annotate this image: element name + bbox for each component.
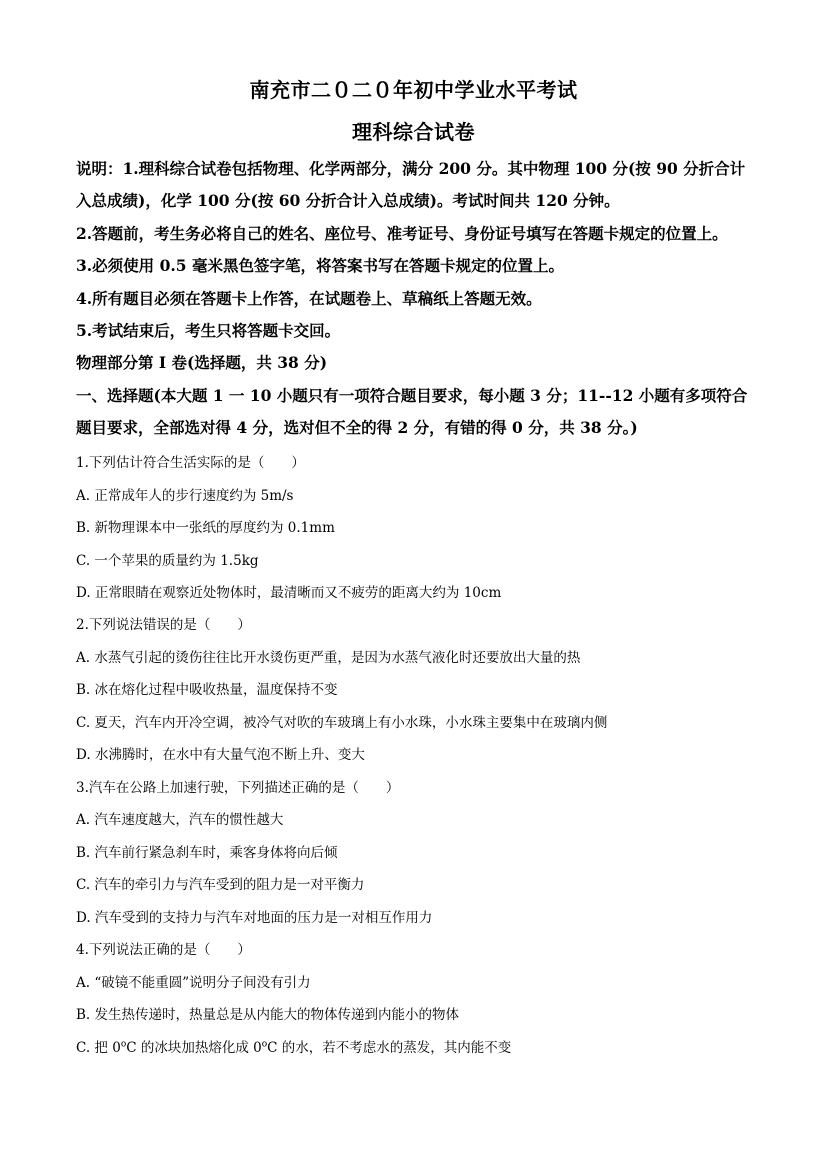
instruction-item-5: 5.考试结束后，考生只将答题卡交回。 (76, 321, 341, 340)
option-text: C 的冰块加热熔化成 0 (126, 1040, 262, 1056)
question-option: C. 汽车的牵引力与汽车受到的阻力是一对平衡力 (76, 877, 365, 893)
question-option: A. 汽车速度越大，汽车的惯性越大 (76, 812, 284, 828)
question-option: A. 水蒸气引起的烫伤往往比开水烫伤更严重，是因为水蒸气液化时还要放出大量的热 (76, 650, 581, 666)
question-option: D. 正常眼睛在观察近处物体时，最清晰而又不疲劳的距离大约为 10cm (76, 585, 502, 601)
question-option: C. 一个苹果的质量约为 1.5kg (76, 553, 259, 569)
question-option: A. “破镜不能重圆”说明分子间没有引力 (76, 975, 311, 991)
exam-title: 南充市二０二０年初中学业水平考试 (249, 78, 578, 102)
part-title: 物理部分第 I 卷(选择题，共 38 分) (76, 353, 328, 372)
section-heading-line-2: 题目要求，全部选对得 4 分，选对但不全的得 2 分，有错的得 0 分，共 38 分。) (76, 418, 638, 437)
question-stem: 4.下列说法正确的是（ ） (76, 942, 251, 958)
question-option: B. 冰在熔化过程中吸收热量，温度保持不变 (76, 682, 338, 698)
question-option: C. 夏天，汽车内开冷空调，被冷气对吹的车玻璃上有小水珠，小水珠主要集中在玻璃内侧 (76, 715, 608, 731)
instructions-line-1: 说明：1.理科综合试卷包括物理、化学两部分，满分 200 分。其中物理 100 分(按 90 分折合计 (76, 159, 746, 178)
question-option: D. 汽车受到的支持力与汽车对地面的压力是一对相互作用力 (76, 910, 433, 926)
question-option: B. 新物理课本中一张纸的厚度约为 0.1mm (76, 520, 335, 536)
question-option (76, 1036, 511, 1056)
question-option: B. 汽车前行紧急刹车时，乘客身体将向后倾 (76, 845, 338, 861)
question-stem: 3.汽车在公路上加速行驶，下列描述正确的是（ ） (76, 780, 400, 796)
question-stem: 1.下列估计符合生活实际的是（ ） (76, 455, 305, 471)
question-stem: 2.下列说法错误的是（ ） (76, 617, 251, 633)
instructions-line-2: 入总成绩)，化学 100 分(按 60 分折合计入总成绩)。考试时间共 120 分钟。 (76, 191, 620, 210)
option-text: C. 把 0 (76, 1040, 121, 1056)
question-option: B. 发生热传递时，热量总是从内能大的物体传递到内能小的物体 (76, 1007, 460, 1023)
exam-subtitle: 理科综合试卷 (352, 120, 475, 144)
instruction-item-4: 4.所有题目必须在答题卡上作答，在试题卷上、草稿纸上答题无效。 (76, 289, 542, 308)
option-text: C 的水，若不考虑水的蒸发，其内能不变 (267, 1040, 512, 1056)
question-option: A. 正常成年人的步行速度约为 5m/s (76, 488, 294, 504)
question-option: D. 水沸腾时，在水中有大量气泡不断上升、变大 (76, 747, 365, 763)
degree-superscript: o (261, 1039, 268, 1050)
instruction-item-3: 3.必须使用 0.5 毫米黑色签字笔，将答案书写在答题卡规定的位置上。 (76, 256, 564, 275)
instruction-item-2: 2.答题前，考生务必将自己的姓名、座位号、准考证号、身份证号填写在答题卡规定的位置上。 (76, 224, 728, 243)
section-heading-line-1: 一、选择题(本大题 1 一 10 小题只有一项符合题目要求，每小题 3 分；11--12 小题有多项符合 (76, 386, 748, 405)
degree-superscript: o (120, 1039, 127, 1050)
